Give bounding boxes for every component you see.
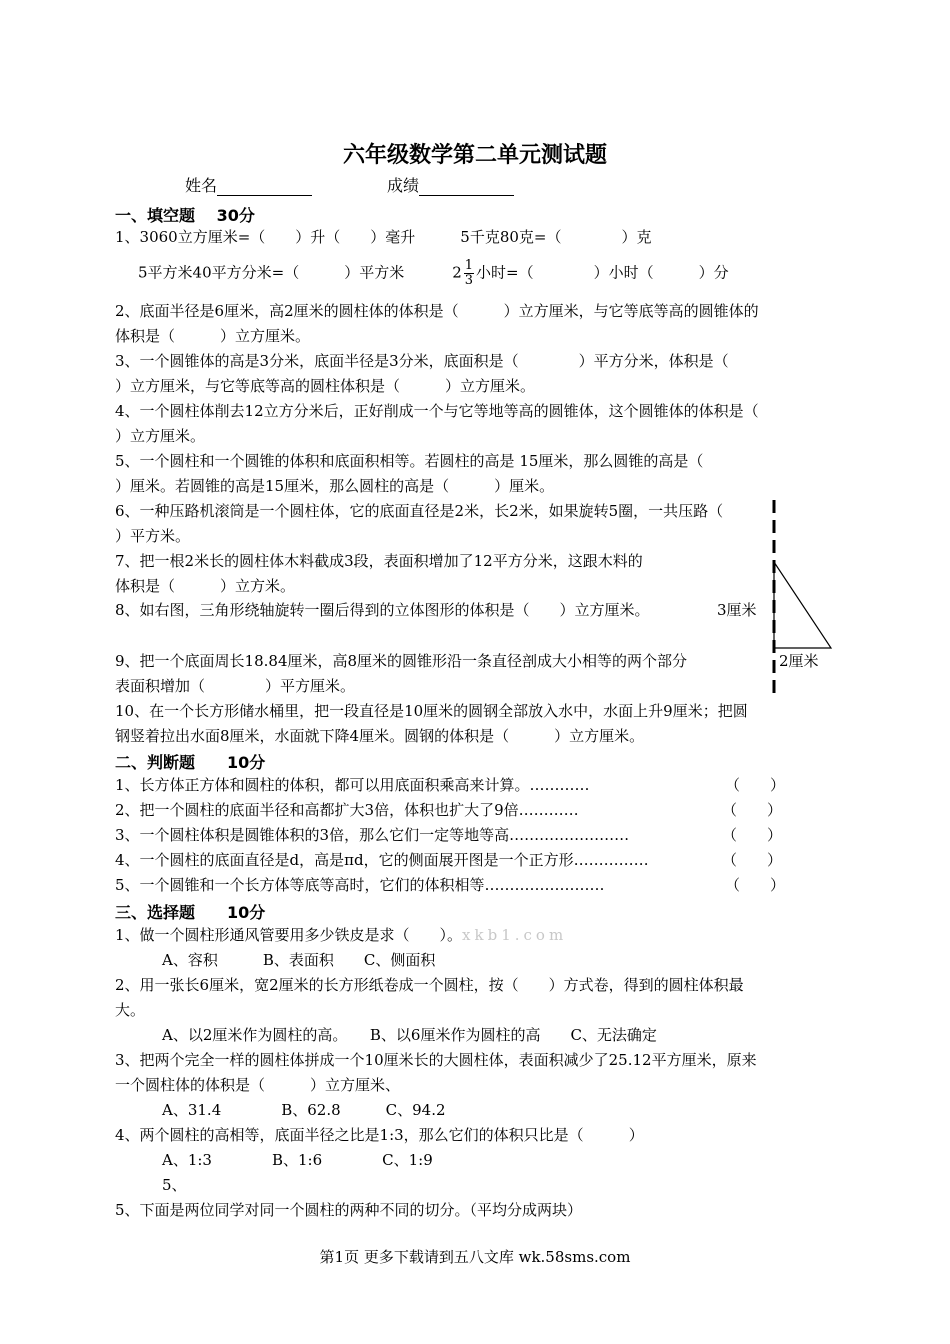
right-triangle (774, 562, 831, 648)
q9-line1: 9、把一个底面周长18.84厘米，高8厘米的圆锥形沿一条直径剖成大小相等的两个部分 (115, 652, 688, 670)
choice-q5: 5、下面是两位同学对同一个圆柱的两种不同的切分。（平均分成两块） (115, 1201, 583, 1219)
q3-line2: ）立方厘米，与它等底等高的圆柱体积是（ ）立方厘米。 (115, 377, 536, 395)
q9-line2: 表面积增加（ ）平方厘米。 (115, 677, 356, 695)
name-field (185, 176, 312, 196)
page-title: 六年级数学第二单元测试题 (342, 143, 607, 168)
q1-line2 (138, 259, 729, 288)
judge-item-5: 5、一个圆锥和一个长方体等底等高时，它们的体积相等…………………… (115, 876, 605, 894)
judge-item-2: 2、把一个圆柱的底面半径和高都扩大3倍，体积也扩大了9倍………… (115, 801, 579, 819)
judge-bracket-2: （ ） (722, 801, 783, 819)
judge-item-4: 4、一个圆柱的底面直径是d，高是πd，它的侧面展开图是一个正方形…………… (115, 851, 649, 869)
choice-q2-line1: 2、用一张长6厘米，宽2厘米的长方形纸卷成一个圆柱，按（ ）方式卷，得到的圆柱体积最 (115, 976, 744, 994)
section1-heading: 一、填空题 30分 (115, 206, 255, 225)
q6-line1: 6、一种压路机滚筒是一个圆柱体，它的底面直径是2米，长2米，如果旋转5圈，一共压路（ (115, 502, 724, 520)
q4-line2: ）立方厘米。 (115, 427, 206, 445)
judge-bracket-3: （ ） (722, 826, 783, 844)
name-blank (217, 178, 312, 196)
judge-item-3: 3、一个圆柱体积是圆锥体积的3倍，那么它们一定等地等高…………………… (115, 826, 630, 844)
q2-line2: 体积是（ ）立方厘米。 (115, 327, 311, 345)
q7-line2: 体积是（ ）立方米。 (115, 577, 296, 595)
judge-bracket-4: （ ） (722, 851, 783, 869)
q3-line1: 3、一个圆锥体的高是3分米，底面半径是3分米，底面积是（ ）平方分米，体积是（ (115, 352, 729, 370)
page-footer: 第1页 更多下载请到五八文库 wk.58sms.com (319, 1248, 631, 1266)
figure-base-label: 2厘米 (779, 652, 819, 670)
judge-item-1: 1、长方体正方体和圆柱的体积，都可以用底面积乘高来计算。………… (115, 776, 590, 794)
fraction-numerator: 1 (464, 258, 474, 273)
name-label: 姓名 (185, 176, 218, 195)
q2-line1: 2、底面半径是6厘米，高2厘米的圆柱体的体积是（ ）立方厘米，与它等底等高的圆锥体的 (115, 302, 759, 320)
judge-bracket-5: （ ） (725, 876, 786, 894)
score-label: 成绩 (387, 176, 420, 195)
score-blank (419, 178, 514, 196)
q4-line1: 4、一个圆柱体削去12立方分米后，正好削成一个与它等地等高的圆锥体，这个圆锥体的体积是（ (115, 402, 759, 420)
choice-q4: 4、两个圆柱的高相等，底面半径之比是1:3，那么它们的体积只比是（ ） (115, 1126, 644, 1144)
section2-heading: 二、判断题 10分 (115, 753, 266, 772)
choice-q4-extra: 5、 (162, 1176, 187, 1194)
q5-line2: ）厘米。若圆锥的高是15厘米，那么圆柱的高是（ ）厘米。 (115, 477, 555, 495)
choice-q1 (115, 925, 567, 945)
choice-q3-options: A、31.4 B、62.8 C、94.2 (162, 1101, 446, 1119)
q10-line2: 钢竖着拉出水面8厘米，水面就下降4厘米。圆钢的体积是（ ）立方厘米。 (115, 727, 645, 745)
choice-q2-line2: 大。 (115, 1001, 146, 1019)
section3-heading: 三、选择题 10分 (115, 903, 266, 922)
q1-line1: 1、3060立方厘米=（ ）升（ ）毫升 5千克80克=（ ）克 (115, 228, 652, 246)
choice-q3-line2: 一个圆柱体的体积是（ ）立方厘米、 (115, 1076, 401, 1094)
choice-q3-line1: 3、把两个完全一样的圆柱体拼成一个10厘米长的大圆柱体，表面积减少了25.12平方厘米，原来 (115, 1051, 757, 1069)
choice-q4-options: A、1:3 B、1:6 C、1:9 (162, 1151, 433, 1169)
q1-whole: 2 (452, 263, 462, 282)
q6-line2: ）平方米。 (115, 527, 191, 545)
choice-q1-text: 1、做一个圆柱形通风管要用多少铁皮是求（ ）。 (115, 926, 463, 944)
choice-q2-options: A、以2厘米作为圆柱的高。 B、以6厘米作为圆柱的高 C、无法确定 (162, 1026, 657, 1044)
choice-q1-options: A、容积 B、表面积 C、侧面积 (162, 951, 436, 969)
q1-time-text: 小时=（ ）小时（ ）分 (476, 263, 729, 282)
q1-fraction (464, 259, 474, 288)
fraction-denominator: 3 (464, 273, 474, 288)
figure-height-label: 3厘米 (717, 601, 757, 619)
q1-area-text: 5平方米40平方分米=（ ）平方米 (138, 263, 405, 282)
judge-bracket-1: （ ） (725, 776, 786, 794)
q5-line1: 5、一个圆柱和一个圆锥的体积和底面积相等。若圆柱的高是 15厘米，那么圆锥的高是（ (115, 452, 704, 470)
q7-line1: 7、把一根2米长的圆柱体木料截成3段，表面积增加了12平方分米，这跟木料的 (115, 552, 643, 570)
score-field (387, 176, 514, 196)
watermark-text: xkb1.com (462, 926, 568, 944)
q8-line: 8、如右图，三角形绕轴旋转一圈后得到的立体图形的体积是（ ）立方厘米。 (115, 601, 650, 619)
q10-line1: 10、在一个长方形储水桶里，把一段直径是10厘米的圆钢全部放入水中，水面上升9厘米；把圆 (115, 702, 748, 720)
